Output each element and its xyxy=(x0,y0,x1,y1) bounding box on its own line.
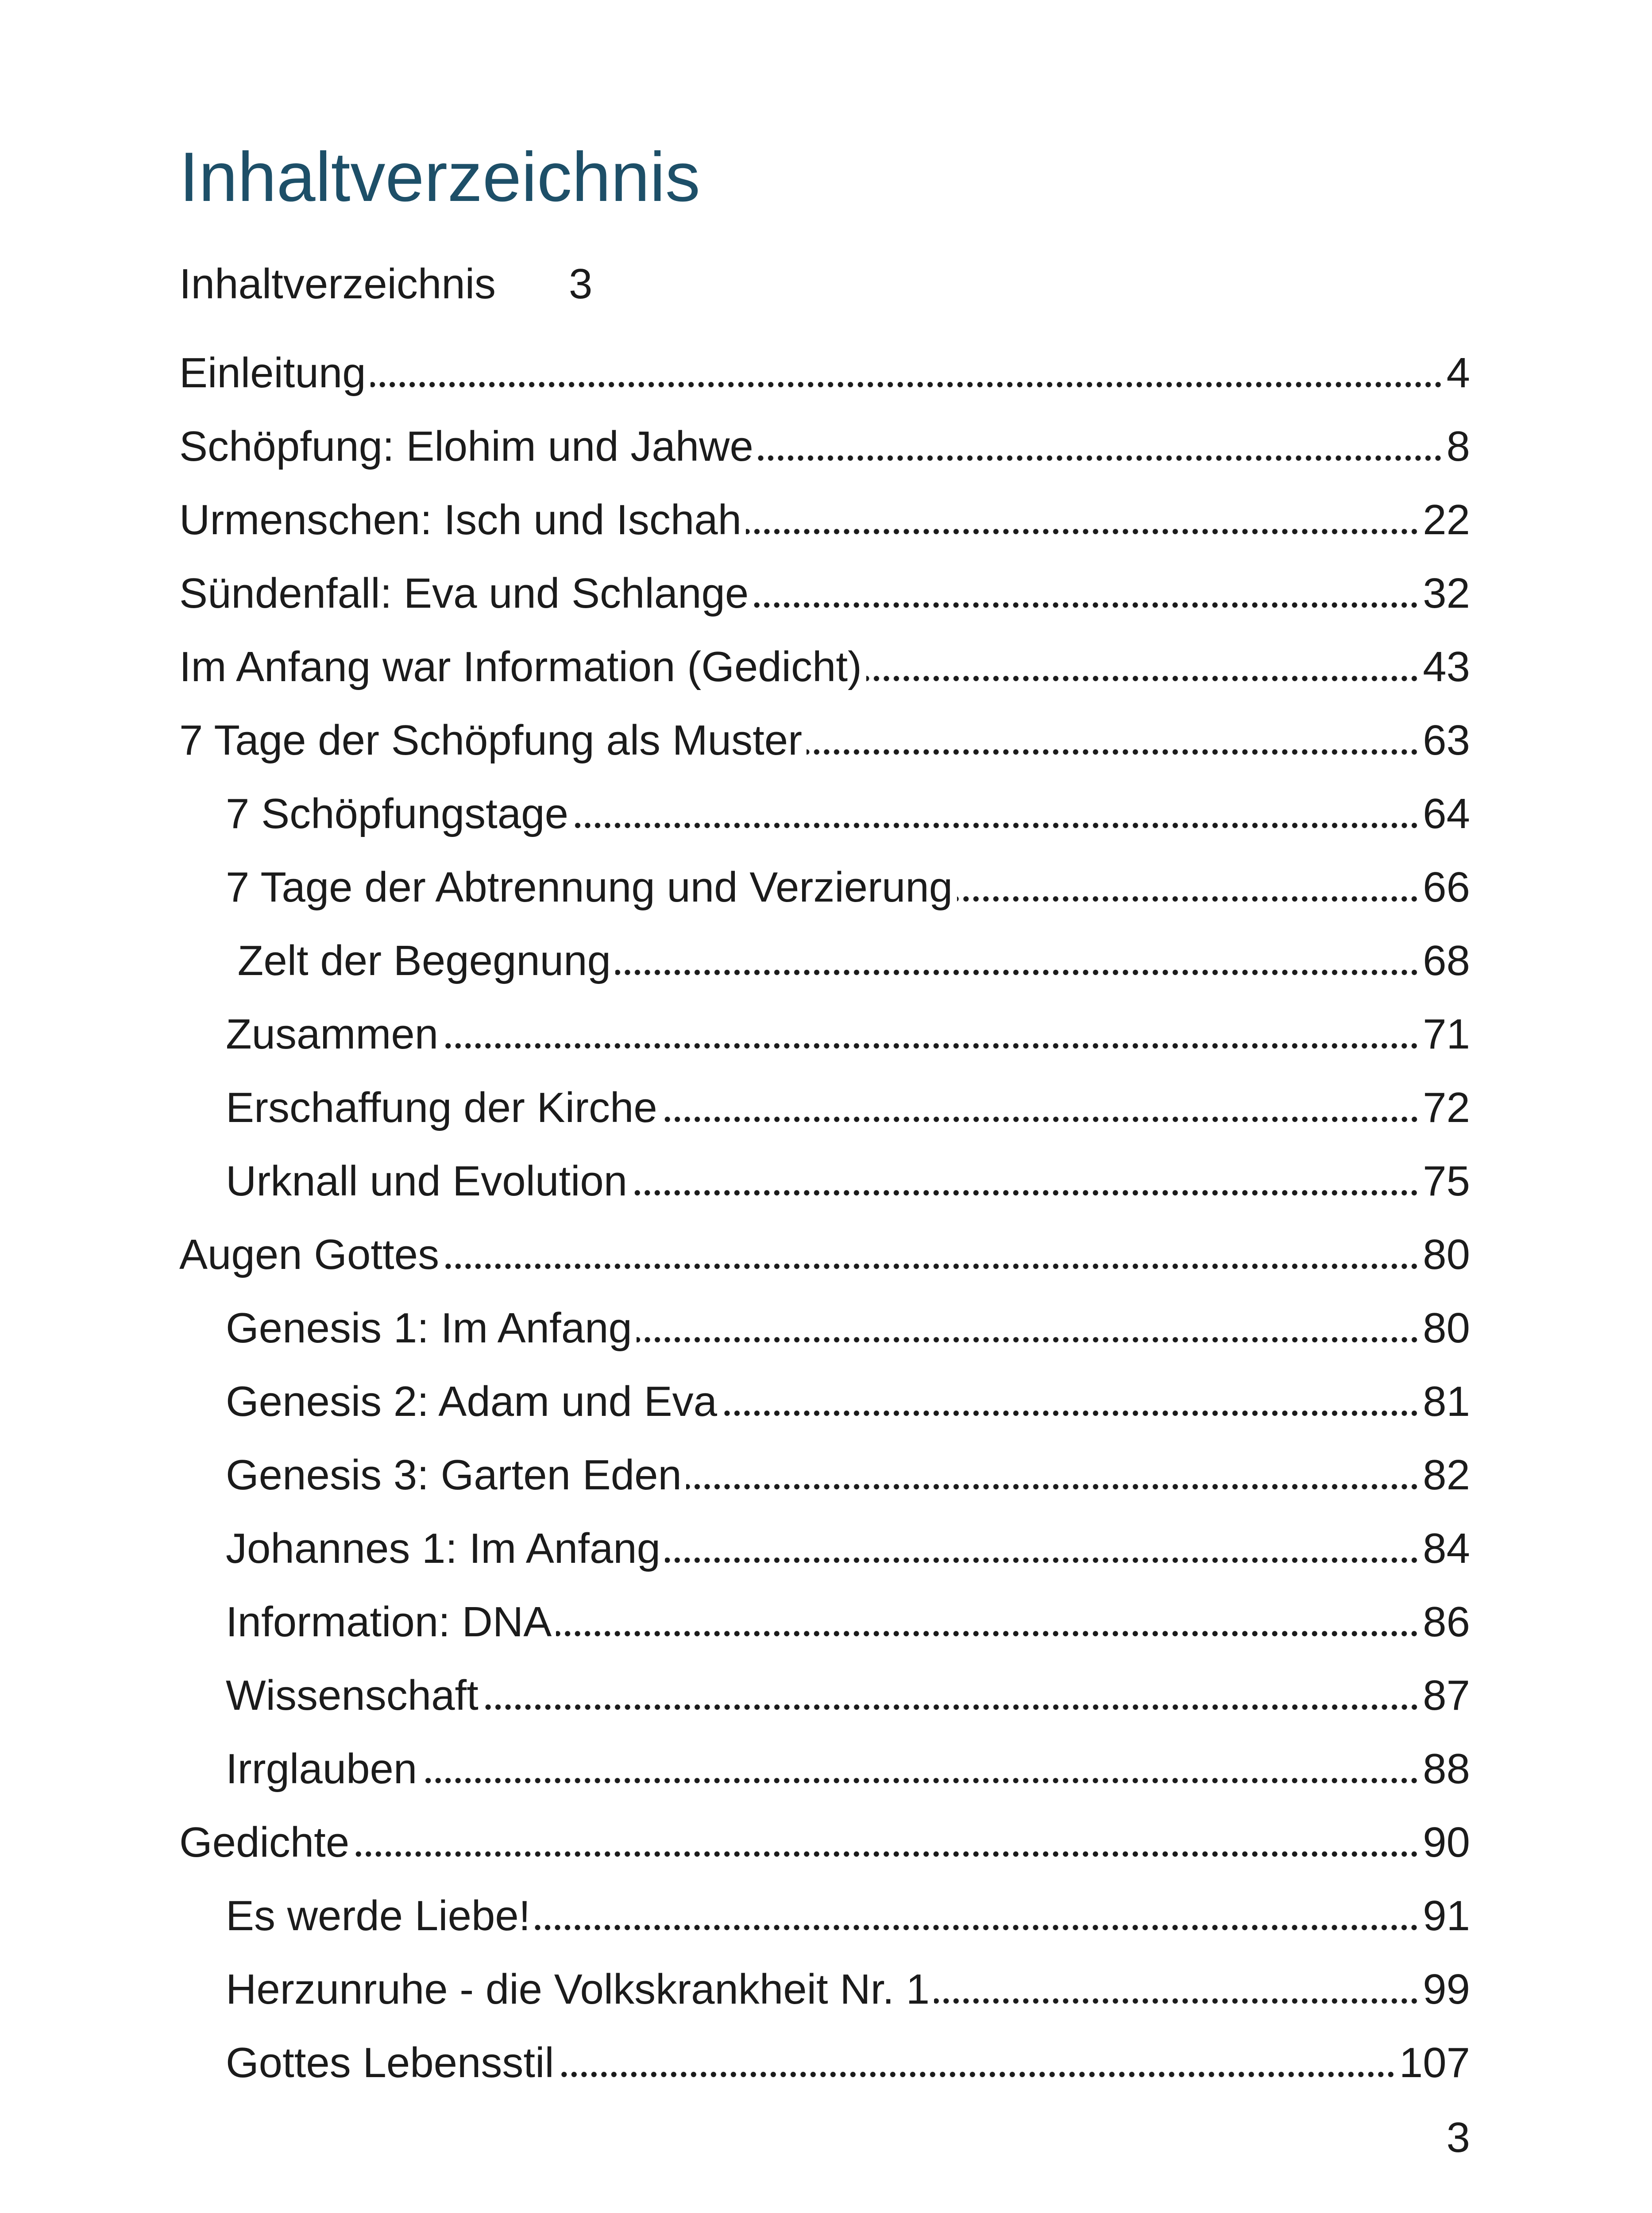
toc-entry-title: Gottes Lebensstil xyxy=(226,2039,559,2087)
toc-entry[interactable] xyxy=(179,557,1470,630)
toc-entry[interactable] xyxy=(179,1806,1470,1879)
toc-entry-title: 7 Schöpfungstage xyxy=(226,790,573,838)
toc-entry-title: Gedichte xyxy=(179,1818,354,1867)
toc-entry-page: 8 xyxy=(1446,423,1470,470)
dot-leader xyxy=(444,1230,1419,1279)
toc-entry[interactable] xyxy=(226,1145,1470,1218)
toc-entry[interactable] xyxy=(226,1071,1470,1145)
dot-leader xyxy=(483,1671,1419,1720)
dot-leader xyxy=(421,1745,1419,1793)
toc-entry-title: Urknall und Evolution xyxy=(226,1157,632,1206)
dot-leader xyxy=(573,790,1419,838)
toc-entry[interactable] xyxy=(179,704,1470,777)
toc-entry-title: 7 Tage der Abtrennung und Verzierung xyxy=(226,863,957,912)
toc-entry-title: Urmenschen: Isch und Ischah xyxy=(179,496,746,544)
toc-entry-page: 88 xyxy=(1423,1745,1470,1793)
toc-entry-page: 71 xyxy=(1423,1010,1470,1058)
toc-entry[interactable] xyxy=(179,336,1470,410)
toc-entry-title: Im Anfang war Information (Gedicht) xyxy=(179,643,866,691)
toc-entry-title: Einleitung xyxy=(179,349,371,397)
toc-entry[interactable] xyxy=(226,1512,1470,1585)
toc-entry-page: 64 xyxy=(1423,790,1470,837)
dot-leader xyxy=(443,1010,1419,1059)
toc-entry[interactable] xyxy=(179,410,1470,483)
toc-entry[interactable] xyxy=(226,2026,1470,2100)
toc-entry[interactable] xyxy=(226,851,1470,924)
toc-entry[interactable] xyxy=(226,924,1470,998)
dot-leader xyxy=(535,1892,1419,1940)
toc-entry-page: 22 xyxy=(1423,496,1470,544)
toc-entry[interactable] xyxy=(226,998,1470,1071)
toc-self-entry[interactable] xyxy=(179,253,592,315)
toc-entry-title: Johannes 1: Im Anfang xyxy=(226,1524,665,1573)
toc-entry-page: 81 xyxy=(1423,1378,1470,1425)
toc-entry-page: 99 xyxy=(1423,1966,1470,2013)
toc-entry-title: Wissenschaft xyxy=(226,1671,483,1720)
toc-entry-page: 107 xyxy=(1399,2039,1470,2086)
toc-entry[interactable] xyxy=(226,1953,1470,2026)
toc-entry-page: 84 xyxy=(1423,1525,1470,1572)
toc-entry-title: Sündenfall: Eva und Schlange xyxy=(179,569,753,618)
dot-leader xyxy=(559,2039,1396,2087)
toc-entry-title: 7 Tage der Schöpfung als Muster xyxy=(179,716,807,765)
toc-entry-page: 32 xyxy=(1423,570,1470,617)
dot-leader xyxy=(637,1304,1419,1353)
dot-leader xyxy=(556,1598,1419,1646)
dot-leader xyxy=(753,569,1419,618)
toc-entry[interactable] xyxy=(226,1438,1470,1512)
toc-entry-page: 80 xyxy=(1423,1304,1470,1352)
toc-self-entry-page: 3 xyxy=(569,260,593,308)
dot-leader xyxy=(371,349,1443,397)
toc-entry[interactable] xyxy=(226,777,1470,851)
page-title: Inhaltverzeichnis xyxy=(179,138,700,216)
toc-self-entry-title: Inhaltverzeichnis xyxy=(179,260,496,308)
toc-entry[interactable] xyxy=(179,1218,1470,1292)
toc-entry-page: 75 xyxy=(1423,1157,1470,1205)
toc-entry[interactable] xyxy=(179,630,1470,704)
toc-entry-page: 90 xyxy=(1423,1819,1470,1866)
toc-entry-page: 43 xyxy=(1423,643,1470,690)
dot-leader xyxy=(632,1157,1419,1206)
toc-entry-title: Augen Gottes xyxy=(179,1230,444,1279)
toc-entry-page: 66 xyxy=(1423,864,1470,911)
toc-entry[interactable] xyxy=(226,1365,1470,1438)
dot-leader xyxy=(758,422,1443,471)
toc-entry[interactable] xyxy=(226,1879,1470,1953)
toc-entry-page: 82 xyxy=(1423,1451,1470,1499)
dot-leader xyxy=(354,1818,1419,1867)
toc-entry-title: Genesis 2: Adam und Eva xyxy=(226,1377,722,1426)
page-number: 3 xyxy=(1446,2114,1470,2161)
toc-entry-page: 80 xyxy=(1423,1231,1470,1278)
toc-entry-page: 4 xyxy=(1446,349,1470,397)
toc-entry-page: 87 xyxy=(1423,1672,1470,1719)
dot-leader xyxy=(866,643,1419,691)
toc-entry-page: 91 xyxy=(1423,1892,1470,1939)
toc-entry-page: 72 xyxy=(1423,1084,1470,1131)
toc-entry-title: Genesis 3: Garten Eden xyxy=(226,1451,686,1500)
dot-leader xyxy=(665,1524,1419,1573)
toc-entry-title: Schöpfung: Elohim und Jahwe xyxy=(179,422,758,471)
toc-entry-title: Es werde Liebe! xyxy=(226,1892,535,1940)
toc-entry[interactable] xyxy=(226,1732,1470,1806)
toc-entry-title: Herzunruhe - die Volkskrankheit Nr. 1 xyxy=(226,1965,934,2014)
toc-entry-title: Genesis 1: Im Anfang xyxy=(226,1304,637,1353)
dot-leader xyxy=(934,1965,1419,2014)
dot-leader xyxy=(686,1451,1419,1500)
toc-entry[interactable] xyxy=(226,1659,1470,1732)
toc-entry-title: Information: DNA xyxy=(226,1598,556,1646)
dot-leader xyxy=(957,863,1419,912)
toc-entry-page: 86 xyxy=(1423,1598,1470,1646)
toc-entry-title: Erschaffung der Kirche xyxy=(226,1083,662,1132)
toc-entry-title: Zelt der Begegnung xyxy=(226,937,615,985)
dot-leader xyxy=(662,1083,1419,1132)
toc-entry[interactable] xyxy=(179,483,1470,557)
toc-entry-page: 68 xyxy=(1423,937,1470,984)
toc-entry-title: Irrglauben xyxy=(226,1745,421,1793)
toc-entry-page: 63 xyxy=(1423,717,1470,764)
toc-entry[interactable] xyxy=(226,1292,1470,1365)
toc-entry-title: Zusammen xyxy=(226,1010,443,1059)
dot-leader xyxy=(746,496,1419,544)
dot-leader xyxy=(807,716,1419,765)
toc-entry[interactable] xyxy=(226,1585,1470,1659)
dot-leader xyxy=(722,1377,1419,1426)
dot-leader xyxy=(615,937,1419,985)
